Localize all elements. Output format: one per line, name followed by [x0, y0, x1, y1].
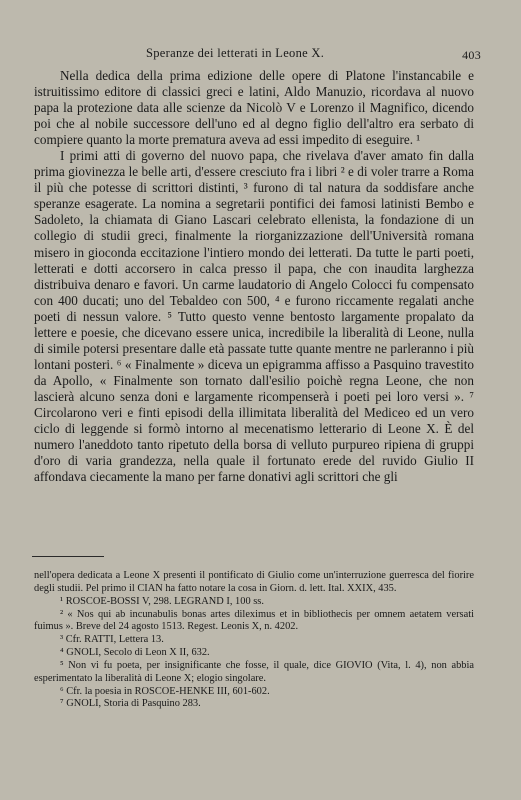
paragraph-dedication: Nella dedica della prima edizione delle opere di Platone l'instancabile e istruitissimo editore di classici greci e latini, Aldo Manuzio, ricordava al nuovo papa la protezione data alle scienze da Nicolò V e Lorenzo il Magnifico, dicendo poi che al nobile successore dell'uno ed al degno figlio dell'altro era serbato di compiere quanto la morte prematura aveva ad essi impedito di eseguire. ¹: [34, 68, 474, 148]
footnote-5: ⁵ Non vi fu poeta, per insignificante che fosse, il quale, dice GIOVIO (Vita, l. 4), non abbia esperimentato la liberalità di Leone X; elogio singolare.: [34, 659, 474, 684]
main-text: [34, 68, 474, 485]
footnotes: [34, 570, 474, 711]
footnote-continuation: nell'opera dedicata a Leone X presenti il pontificato di Giulio come un'interruzione guerresca del fiorire degli studii. Pel primo il CIAN ha fatto notare la cosa in Giorn. d. lett. Ital. XXIX, 435.: [34, 570, 474, 594]
page-number: 403: [462, 48, 481, 62]
footnote-7: ⁷ GNOLI, Storia di Pasquino 283.: [60, 698, 201, 710]
footnote-3: ³ Cfr. RATTI, Lettera 13.: [60, 634, 164, 646]
footnote-4: ⁴ GNOLI, Secolo di Leon X II, 632.: [60, 647, 210, 659]
footnote-6: ⁶ Cfr. la poesia in ROSCOE-HENKE III, 601-602.: [60, 685, 270, 697]
paragraph-first-acts: I primi atti di governo del nuovo papa, che rivelava d'aver amato fin dalla prima giovinezza le belle arti, d'essere cresciuto fra i libri ² e di voler trarre a Roma il più che potesse di scrittori distinti, ³ furono di tal natura da soddisfare anche speranze esagerate. La nomina a segretarii pontifici dei famosi latinisti Bembo e Sadoleto, la chiamata di Giano Lascari celebrato ellenista, la fondazione di un collegio di studii greci, finalmente la riorganizzazione dell'Università romana misero in gioconda eccitazione l'intiero mondo dei letterati. Da tutte le parti poeti, letterati e dotti accorsero in calca presso il papa, che con inaudita larghezza distribuiva denaro e favori. Un carme laudatorio di Angelo Colocci fu compensato con 400 ducati; uno del Tebaldeo con 500, ⁴ e furono riccamente regalati anche poeti di nessun valore. ⁵ Tutto questo venne bentosto largamente propalato da lettere e poesie, che dicevano essere unica, incredibile la liberalità di Leone, nulla di simile potersi presentare dalle età passate tutte quante mentre ne parleranno i più lontani posteri. ⁶ « Finalmente » diceva un epigramma affisso a Pasquino travestito da Apollo, « Finalmente son tornato dall'esilio poichè regna Leone, che non lascierà alcuno senza doni e largamente ricompenserà i poeti pei loro versi ». ⁷ Circolarono veri e finti episodi della illimitata liberalità del Mediceo ed un vero ciclo di leggende si formò intorno al mecenatismo letterario di Leone X. È del numero l'aneddoto tanto ripetuto della borsa di velluto purpureo ripiena di gruppi d'oro di varia grandezza, nella quale il fortunato erede del ruvido Giulio II affondava ciecamente la mano per farne donativi agli scrittori che gli: [34, 148, 474, 485]
footnote-2: ² « Nos qui ab incunabulis bonas artes dileximus et in bibliothecis per omnem aetatem versati fuimus ». Breve del 24 agosto 1513. Regest. Leonis X, n. 4202.: [34, 608, 474, 633]
running-title: Speranze dei letterati in Leone X.: [146, 46, 325, 60]
footnote-divider: [32, 556, 104, 557]
footnote-1: ¹ ROSCOE-BOSSI V, 298. LEGRAND I, 100 ss.: [60, 595, 264, 607]
